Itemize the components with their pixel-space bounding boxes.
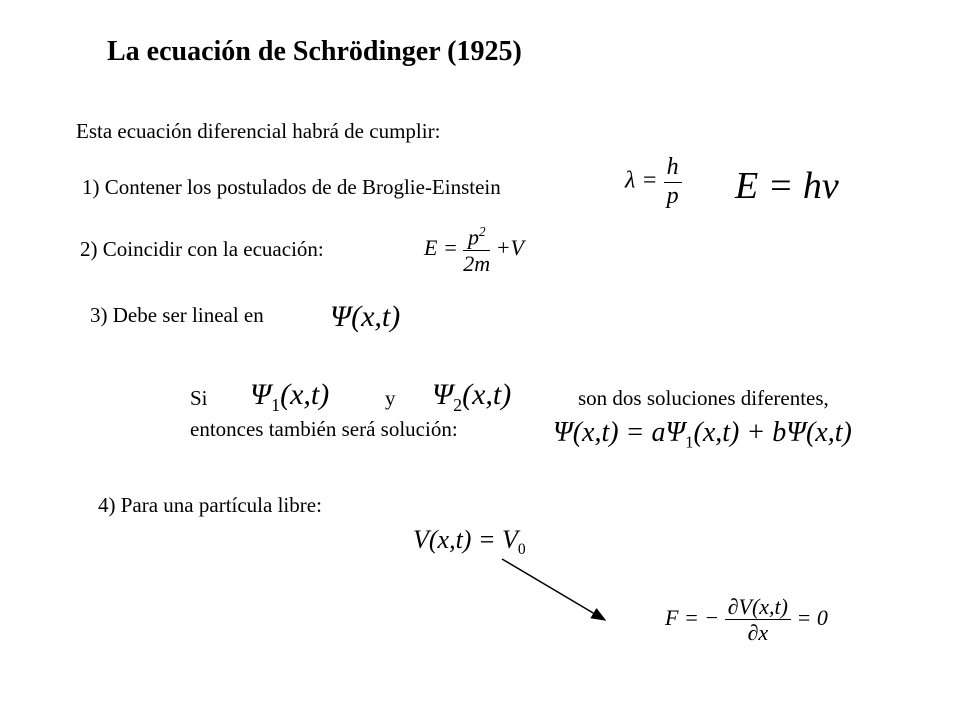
si-text: Si xyxy=(190,386,208,410)
page-title: La ecuación de Schrödinger (1925) xyxy=(107,36,522,67)
superposition-rest: (x,t) + bΨ(x,t) xyxy=(693,417,852,448)
h-numerator: h xyxy=(664,154,682,183)
force-rhs: = 0 xyxy=(796,604,828,630)
energy-lhs: E = xyxy=(424,235,458,261)
planck-formula: E = hν xyxy=(735,165,839,207)
arrow-line xyxy=(502,559,605,620)
condition-4-label: 4) Para una partícula libre: xyxy=(98,493,322,517)
subscript-2: 2 xyxy=(453,395,463,415)
p-denominator: p xyxy=(666,182,679,209)
plus-v: +V xyxy=(495,235,524,261)
condition-2-label: 2) Coincidir con la ecuación: xyxy=(80,237,324,261)
superposition-subscript: 1 xyxy=(685,432,694,452)
psi2-symbol: Ψ xyxy=(432,378,454,411)
condition-3-label: 3) Debe ser lineal en xyxy=(90,303,264,327)
then-solution-text: entonces también será solución: xyxy=(190,417,458,441)
potential-subscript: 0 xyxy=(517,541,526,559)
psi-function: Ψ(x,t) xyxy=(330,300,401,333)
force-formula xyxy=(665,594,828,646)
dx-denominator: ∂x xyxy=(747,620,769,646)
lambda-lhs: λ = xyxy=(625,167,658,194)
dv-numerator: ∂V(x,t) xyxy=(725,594,791,620)
psi1-symbol: Ψ xyxy=(250,378,272,411)
y-text: y xyxy=(385,386,396,410)
psi2-args: (x,t) xyxy=(462,378,512,411)
intro-text: Esta ecuación diferencial habrá de cumplir: xyxy=(76,119,441,143)
psi1-args: (x,t) xyxy=(280,378,330,411)
solutions-text: son dos soluciones diferentes, xyxy=(578,386,829,410)
p-symbol: p xyxy=(467,224,479,250)
subscript-1: 1 xyxy=(271,395,281,415)
two-m-denominator: 2m xyxy=(463,250,491,276)
force-lhs: F = − xyxy=(665,604,720,630)
condition-1-label: 1) Contener los postulados de de Broglie-Einstein xyxy=(82,175,501,199)
potential-lhs: V(x,t) = V xyxy=(413,525,518,554)
square-exponent: 2 xyxy=(478,224,486,239)
superposition-lhs: Ψ(x,t) = aΨ xyxy=(553,417,686,448)
